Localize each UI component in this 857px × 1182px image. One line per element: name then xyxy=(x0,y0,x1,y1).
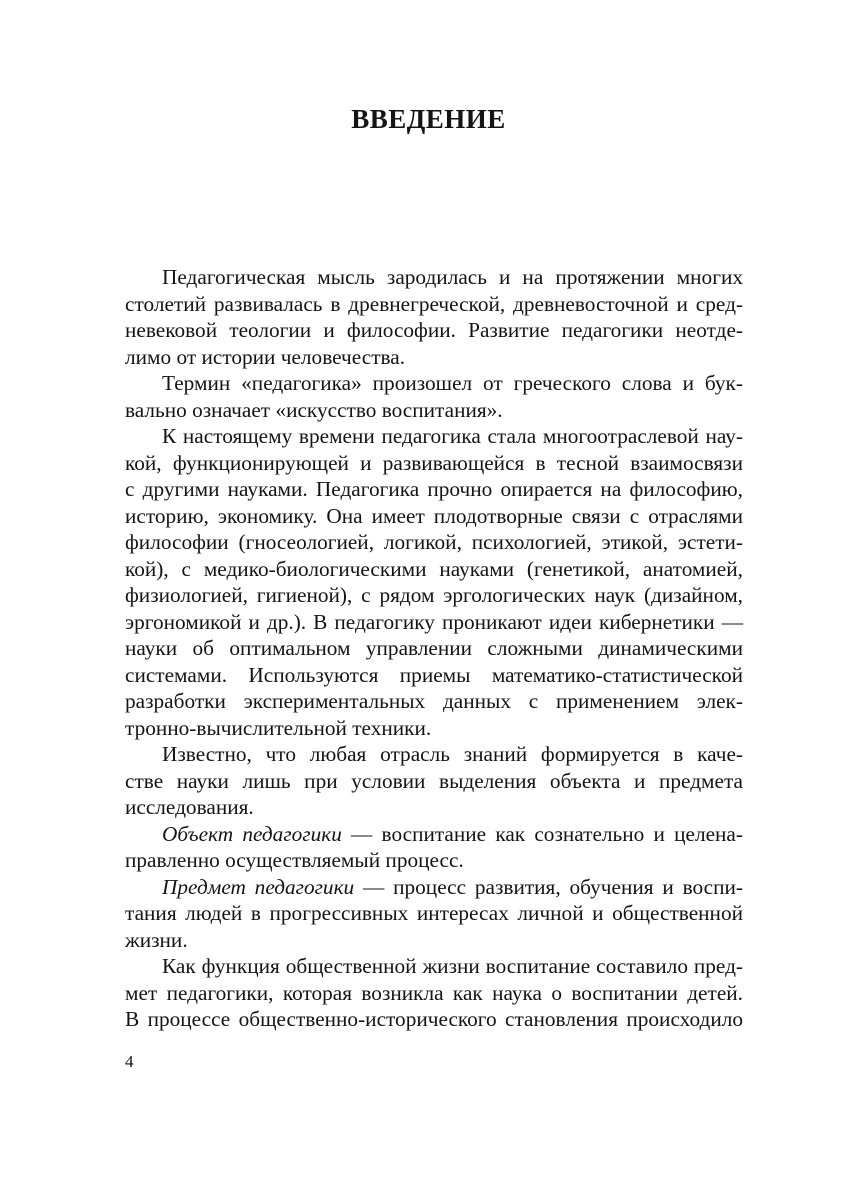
text-line xyxy=(125,503,743,530)
text-line xyxy=(125,370,743,397)
line-text: правленно осуществляемый процесс. xyxy=(125,848,464,872)
line-text: вально означает «искусство воспитания». xyxy=(125,397,503,422)
line-text: мет педагогики, которая возникла как наука о воспитании детей. xyxy=(125,980,743,1005)
text-line xyxy=(125,291,743,318)
line-text: — воспитание как сознательно и целена- xyxy=(341,821,743,846)
text-line xyxy=(125,556,743,583)
text-line xyxy=(125,397,743,424)
page-title: ВВЕДЕНИЕ xyxy=(351,104,506,134)
line-text: философии (гносеологией, логикой, психологией, этикой, эстети- xyxy=(125,530,743,554)
text-line xyxy=(125,635,743,662)
italic-term: Объект педагогики xyxy=(162,821,342,846)
line-text: столетий развивалась в древнегреческой, древневосточной и сред- xyxy=(125,291,743,316)
line-text: с другими науками. Педагогика прочно опирается на философию, xyxy=(125,477,743,501)
text-line xyxy=(125,264,743,291)
line-text: — процесс развития, обучения и воспи- xyxy=(354,874,743,899)
text-line xyxy=(125,874,743,901)
line-text: невековой теологии и философии. Развитие педагогики неотде- xyxy=(125,318,743,342)
text-line xyxy=(125,609,743,636)
text-line xyxy=(125,741,743,768)
text-line xyxy=(125,768,743,795)
text-line xyxy=(125,662,743,689)
text-line xyxy=(125,794,743,821)
line-text: науки об оптимальном управлении сложными динамическими xyxy=(125,636,743,660)
italic-term: Предмет педагогики xyxy=(162,874,355,899)
line-text: разработки экспериментальных данных с применением элек- xyxy=(125,689,743,713)
text-line xyxy=(125,1006,743,1033)
line-text: историю, экономику. Она имеет плодотворные связи с отраслями xyxy=(125,503,743,528)
line-text: физиологией, гигиеной), с рядом эргологических наук (дизайном, xyxy=(125,583,743,607)
text-line xyxy=(125,715,743,742)
text-line xyxy=(125,582,743,609)
line-text: жизни. xyxy=(125,927,188,952)
text-line xyxy=(125,423,743,450)
text-line xyxy=(125,821,743,848)
text-line xyxy=(125,927,743,954)
text-line xyxy=(125,344,743,371)
line-text: лимо от истории человечества. xyxy=(125,344,406,369)
text-line xyxy=(125,476,743,503)
line-text: эргономикой и др.). В педагогику проникают идеи кибернетики — xyxy=(125,609,743,634)
body-text xyxy=(125,264,743,1033)
text-line xyxy=(125,980,743,1007)
line-text: Известно, что любая отрасль знаний формируется в каче- xyxy=(162,742,743,766)
line-text: кой), с медико-биологическими науками (генетикой, анатомией, xyxy=(125,556,743,581)
text-line xyxy=(125,688,743,715)
line-text: системами. Используются приемы математико-статистической xyxy=(125,662,743,687)
line-text: Педагогическая мысль зародилась и на протяжении многих xyxy=(162,265,743,289)
line-text: кой, функционирующей и развивающейся в тесной взаимосвязи xyxy=(125,450,743,475)
line-text: Как функция общественной жизни воспитание составило пред- xyxy=(162,954,743,978)
text-line xyxy=(125,317,743,344)
text-line xyxy=(125,529,743,556)
text-line xyxy=(125,953,743,980)
line-text: В процессе общественно-исторического становления происходило xyxy=(125,1007,743,1031)
page-number: 4 xyxy=(125,1052,134,1071)
line-text: тронно-вычислительной техники. xyxy=(125,715,432,740)
text-line xyxy=(125,900,743,927)
line-text: К настоящему времени педагогика стала многоотраслевой нау- xyxy=(162,424,743,448)
text-line xyxy=(125,847,743,874)
line-text: Термин «педагогика» произошел от греческого слова и бук- xyxy=(162,371,743,395)
line-text: тания людей в прогрессивных интересах личной и общественной xyxy=(125,901,743,925)
text-line xyxy=(125,450,743,477)
line-text: стве науки лишь при условии выделения объекта и предмета xyxy=(125,768,743,793)
line-text: исследования. xyxy=(125,795,254,819)
